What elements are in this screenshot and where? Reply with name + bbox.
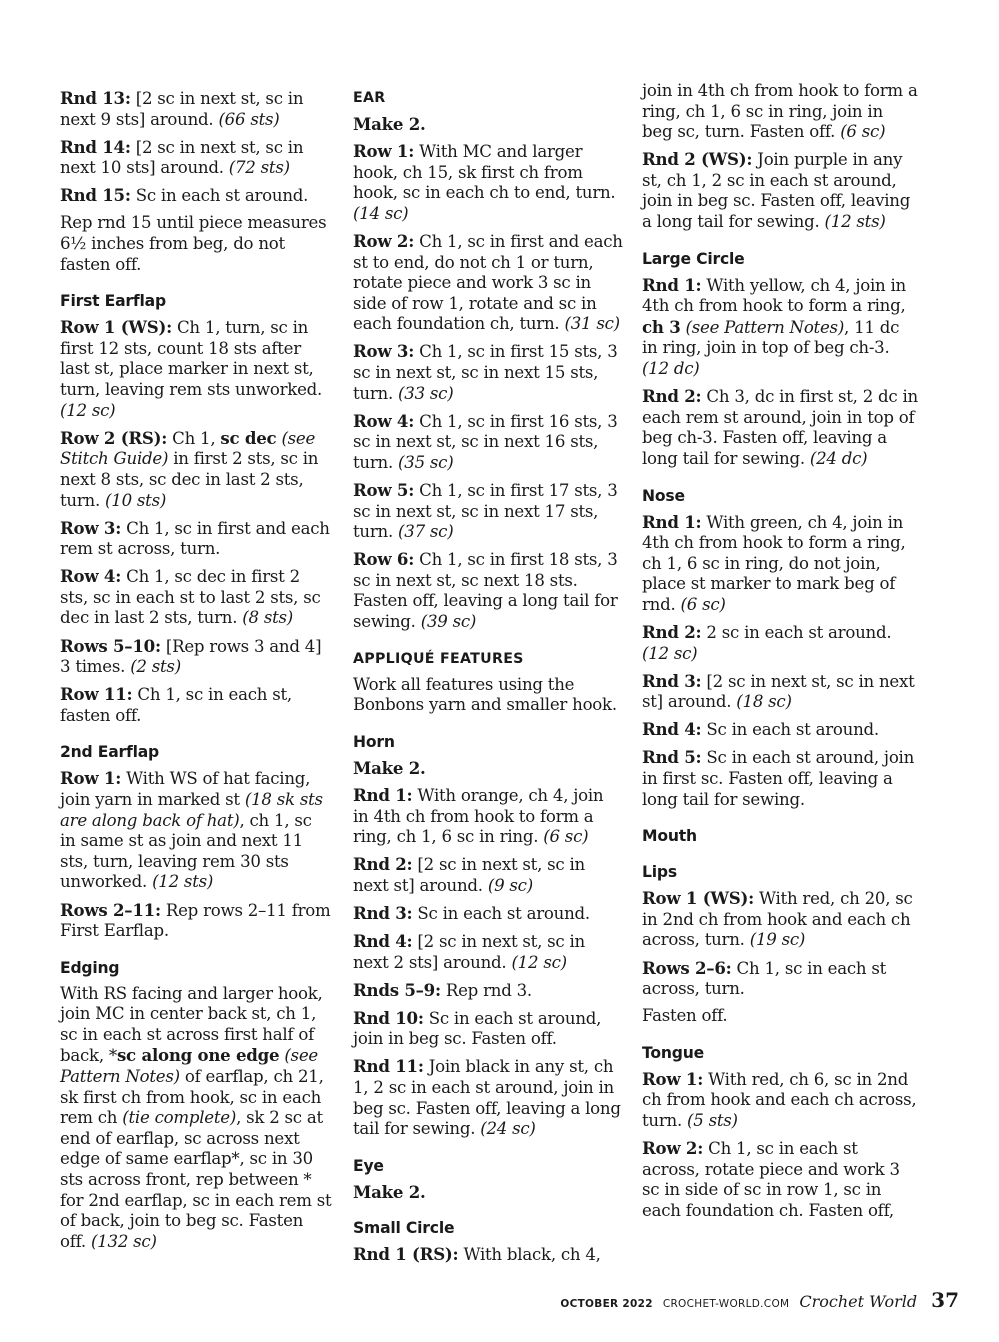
section-heading: Nose <box>642 486 685 505</box>
row-label: Rnd 2: <box>642 621 702 642</box>
instruction-paragraph <box>642 747 918 810</box>
section-heading: Eye <box>353 1156 384 1175</box>
row-label: Row 3: <box>60 517 122 538</box>
row-label: Rnd 13: <box>60 88 131 108</box>
instruction-paragraph <box>353 675 623 716</box>
instruction-text: Ch 3, dc in first st, 2 dc in each rem st around, join in top of beg ch-3. Fasten off, leaving a long tail for sewing. <box>642 387 918 468</box>
instruction-paragraph <box>353 1244 623 1266</box>
footer-issue-date: OCTOBER 2022 <box>560 1298 653 1310</box>
row-label: Row 1: <box>60 768 122 789</box>
instruction-paragraph <box>642 719 918 741</box>
stitch-count: (12 sc) <box>642 643 698 663</box>
instruction-paragraph <box>353 141 623 224</box>
instruction-paragraph <box>353 411 623 474</box>
row-label: Rows 2–11: <box>60 899 161 920</box>
row-label: Rnd 3: <box>642 670 702 691</box>
section-heading: Horn <box>353 732 395 751</box>
instruction-paragraph <box>60 213 332 275</box>
instruction-text: in first 2 sts, sc in next 8 sts, sc dec in last 2 sts, turn. <box>60 449 319 510</box>
stitch-count: (see Pattern Notes) <box>60 1046 318 1087</box>
instruction-paragraph <box>353 341 623 404</box>
instruction-text: Join purple in any st, ch 1, 2 sc in each st around, join in beg sc. Fasten off, leaving a long tail for sewing. <box>642 150 911 232</box>
make-count: Make 2. <box>353 114 426 134</box>
stitch-count: (31 sc) <box>564 314 620 334</box>
instruction-text: , 11 dc in ring, join in top of beg ch-3. <box>642 317 900 358</box>
stitch-count: (9 sc) <box>487 875 533 895</box>
row-label: Rnd 3: <box>353 902 413 923</box>
row-label: Rows 2–6: <box>642 957 732 978</box>
instruction-text: Ch 1, <box>167 428 221 448</box>
instruction-paragraph <box>60 88 332 130</box>
row-label: Row 4: <box>60 566 122 587</box>
instruction-text: Sc in each st around. <box>701 720 879 740</box>
row-label: sc dec <box>220 427 277 448</box>
instruction-text: Sc in each st around, join in first sc. Fasten off, leaving a long tail for sewing. <box>642 748 915 809</box>
instruction-text: Ch 1, sc in each st across, rotate piece and work 3 sc in side of sc in row 1, sc in each foundation ch. Fasten off, <box>642 1139 900 1220</box>
stitch-count: (12 sts) <box>824 212 886 232</box>
stitch-count: (35 sc) <box>398 452 454 472</box>
row-label: ch 3 <box>642 316 681 337</box>
instruction-text: of earflap, ch 21, sk first ch from hook, sc in each rem ch <box>60 1067 324 1128</box>
stitch-count: (6 sc) <box>543 827 589 847</box>
instruction-text: [2 sc in next st, sc in next 2 sts] around. <box>353 932 585 972</box>
instruction-text: Rep rows 2–11 from First Earflap. <box>60 900 331 941</box>
instruction-text: With red, ch 20, sc in 2nd ch from hook and each ch across, turn. <box>642 889 913 950</box>
instruction-text: , sk 2 sc at end of earflap, sc across next edge of same earflap*, sc in 30 sts across front, rep between * for 2nd earflap, sc in each rem st of back, join to beg sc. Fasten off. <box>60 1108 332 1251</box>
instruction-text: Ch 1, sc in first and each rem st across, turn. <box>60 518 330 559</box>
section-heading: First Earflap <box>60 292 166 311</box>
stitch-count: (tie complete) <box>122 1108 237 1128</box>
row-label: Row 5: <box>353 480 415 500</box>
stitch-count: (12 dc) <box>642 359 700 379</box>
row-label: Rnds 5–9: <box>353 979 441 1000</box>
instruction-text: [Rep rows 3 and 4] 3 times. <box>60 636 322 677</box>
instruction-paragraph <box>642 888 918 951</box>
instruction-text: With yellow, ch 4, join in 4th ch from hook to form a ring, <box>642 275 906 316</box>
row-label: Row 1: <box>642 1068 704 1089</box>
stitch-count: (12 sts) <box>152 872 214 892</box>
instruction-paragraph <box>642 622 918 664</box>
instruction-paragraph <box>353 980 623 1002</box>
instruction-text: [2 sc in next st, sc in next 10 sts] around. <box>60 137 304 178</box>
section-heading: Large Circle <box>642 249 745 268</box>
instruction-paragraph <box>60 684 332 726</box>
row-label: Rnd 4: <box>642 719 702 740</box>
row-label: Row 3: <box>353 341 415 362</box>
instruction-paragraph <box>642 81 918 143</box>
instruction-text: 2 sc in each st around. <box>701 622 892 642</box>
stitch-count: (10 sts) <box>105 490 167 510</box>
instruction-paragraph <box>642 1069 918 1132</box>
row-label: Rnd 4: <box>353 931 413 951</box>
instruction-text: With RS facing and larger hook, join MC in center back st, ch 1, sc in each st across first half of back, * <box>60 983 323 1066</box>
stitch-count: (14 sc) <box>353 203 409 223</box>
section-heading: EAR <box>353 90 386 106</box>
row-label: Rnd 1 (RS): <box>353 1244 459 1265</box>
instruction-text: [2 sc in next st, sc in next st] around. <box>353 855 585 895</box>
instruction-paragraph <box>60 518 332 560</box>
footer-website: CROCHET-WORLD.COM <box>662 1298 790 1310</box>
row-label: sc along one edge <box>116 1045 280 1066</box>
row-label: Rnd 1: <box>353 784 413 805</box>
row-label: Row 1 (WS): <box>60 317 172 338</box>
instruction-text: Fasten off. <box>642 1006 728 1026</box>
instruction-text: Sc in each st around. <box>412 903 590 923</box>
instruction-text: Ch 1, sc in first and each st to end, do not ch 1 or turn, rotate piece and work 3 sc in side of row 1, rotate and sc in each foundation ch, turn. <box>353 231 623 334</box>
instruction-text: Ch 1, sc in first 16 sts, 3 sc in next st, sc in next 16 sts, turn. <box>353 411 618 472</box>
instruction-text: Join black in any st, ch 1, 2 sc in each st around, join in beg sc. Fasten off, leaving a long tail for sewing. <box>353 1057 621 1139</box>
stitch-count: (18 sc) <box>736 692 792 712</box>
instruction-paragraph <box>60 185 332 207</box>
instruction-text: , ch 1, sc in same st as join and next 11 sts, turn, leaving rem 30 sts unworked. <box>60 810 312 892</box>
instruction-paragraph <box>642 958 918 1000</box>
row-label: Row 2: <box>353 230 415 251</box>
instruction-text: Sc in each st around. <box>130 186 309 206</box>
stitch-count: (6 sc) <box>680 594 726 614</box>
footer-magazine-name: Crochet World <box>799 1292 918 1311</box>
instruction-paragraph <box>353 231 623 335</box>
instruction-text: join in 4th ch from hook to form a ring, ch 1, 6 sc in ring, join in beg sc, turn. Fasten off. <box>642 81 918 142</box>
instruction-paragraph <box>642 1138 918 1221</box>
stitch-count: (18 sk sts are along back of hat) <box>60 790 323 830</box>
instruction-text: With WS of hat facing, join yarn in marked st <box>60 769 311 810</box>
make-count: Make 2. <box>353 1181 426 1202</box>
stitch-count: (12 sc) <box>60 400 116 420</box>
stitch-count: (12 sc) <box>511 952 567 972</box>
instruction-paragraph <box>642 149 918 232</box>
instruction-text: With MC and larger hook, ch 15, sk first ch from hook, sc in each ch to end, turn. <box>353 142 616 203</box>
stitch-count: (37 sc) <box>398 522 454 542</box>
column-1 <box>60 88 332 1259</box>
instruction-paragraph <box>642 671 918 713</box>
instruction-text: Ch 1, sc dec in first 2 sts, sc in each st to last 2 sts, sc dec in last 2 sts, turn. <box>60 567 321 628</box>
stitch-count: (72 sts) <box>228 158 290 178</box>
instruction-paragraph <box>642 275 918 380</box>
row-label: Row 1 (WS): <box>642 888 754 909</box>
section-heading: 2nd Earflap <box>60 743 160 762</box>
instruction-text: Ch 1, turn, sc in first 12 sts, count 18 sts after last st, place marker in next st, turn, leaving rem sts unworked. <box>60 318 323 400</box>
instruction-paragraph <box>353 1056 623 1139</box>
instruction-paragraph <box>353 785 623 848</box>
instruction-paragraph <box>60 317 332 421</box>
row-label: Row 2: <box>642 1138 704 1159</box>
row-label: Row 6: <box>353 549 415 570</box>
section-heading: Tongue <box>642 1043 705 1062</box>
instruction-paragraph <box>60 137 332 179</box>
row-label: Rnd 15: <box>60 185 131 206</box>
row-label: Row 1: <box>353 141 415 162</box>
instruction-paragraph <box>642 386 918 469</box>
section-heading: Edging <box>60 958 120 977</box>
stitch-count: (see Pattern Notes) <box>685 317 845 337</box>
page-footer <box>560 1288 959 1312</box>
instruction-paragraph <box>353 480 623 543</box>
instruction-text: Rep rnd 15 until piece measures 6½ inches from beg, do not fasten off. <box>60 213 327 274</box>
stitch-count: (6 sc) <box>840 122 886 142</box>
row-label: Rows 5–10: <box>60 635 161 656</box>
page-number: 37 <box>931 1288 959 1312</box>
instruction-text: Ch 1, sc in first 18 sts, 3 sc in next st, sc next 18 sts. Fasten off, leaving a long tail for sewing. <box>353 550 618 632</box>
section-heading: Lips <box>642 863 677 882</box>
column-2 <box>353 88 623 1273</box>
instruction-text: Ch 1, sc in each st across, turn. <box>642 958 887 999</box>
section-heading: APPLIQUÉ FEATURES <box>353 650 524 667</box>
instruction-paragraph <box>60 428 332 511</box>
row-label: Rnd 1: <box>642 511 702 532</box>
instruction-paragraph <box>353 549 623 632</box>
instruction-paragraph <box>353 1008 623 1050</box>
instruction-text: With green, ch 4, join in 4th ch from hook to form a ring, ch 1, 6 sc in ring, do not join, place st marker to mark beg of rnd. <box>642 512 906 614</box>
row-label: Rnd 2 (WS): <box>642 149 753 170</box>
stitch-count: (2 sts) <box>130 657 181 677</box>
stitch-count: (132 sc) <box>90 1231 157 1251</box>
row-label: Rnd 2: <box>353 854 413 875</box>
row-label: Row 4: <box>353 410 415 431</box>
column-3 <box>642 81 918 1228</box>
row-label: Rnd 2: <box>642 386 702 407</box>
instruction-paragraph <box>60 636 332 678</box>
section-heading: Mouth <box>642 827 697 846</box>
instruction-text: Rep rnd 3. <box>440 980 532 1000</box>
instruction-text: With orange, ch 4, join in 4th ch from hook to form a ring, ch 1, 6 sc in ring. <box>353 785 604 847</box>
instruction-text: With black, ch 4, <box>458 1245 601 1265</box>
instruction-paragraph <box>353 931 623 973</box>
row-label: Rnd 1: <box>642 274 702 295</box>
row-label: Rnd 14: <box>60 136 131 157</box>
stitch-count: (24 sc) <box>480 1119 536 1139</box>
stitch-count: (19 sc) <box>749 930 806 950</box>
instruction-text: Work all features using the Bonbons yarn and smaller hook. <box>353 674 617 715</box>
row-label: Rnd 10: <box>353 1007 424 1028</box>
make-count: Make 2. <box>353 757 426 778</box>
stitch-count: (66 sts) <box>218 109 280 129</box>
instruction-text: Sc in each st around, join in beg sc. Fasten off. <box>353 1008 602 1049</box>
instruction-text: [2 sc in next st, sc in next st] around. <box>642 671 915 712</box>
stitch-count: (see Stitch Guide) <box>60 428 316 469</box>
row-label: Row 11: <box>60 684 133 705</box>
instruction-paragraph <box>642 512 918 616</box>
instruction-paragraph <box>353 854 623 896</box>
instruction-text: Ch 1, sc in each st, fasten off. <box>60 685 292 725</box>
row-label: Rnd 11: <box>353 1056 424 1077</box>
instruction-text: With red, ch 6, sc in 2nd ch from hook and each ch across, turn. <box>642 1069 917 1130</box>
row-label: Rnd 5: <box>642 747 702 768</box>
stitch-count: (33 sc) <box>398 383 454 403</box>
stitch-count: (8 sts) <box>242 608 294 628</box>
instruction-paragraph <box>60 900 332 942</box>
row-label: Row 2 (RS): <box>60 427 168 448</box>
section-heading: Small Circle <box>353 1219 455 1238</box>
stitch-count: (39 sc) <box>420 612 477 632</box>
stitch-count: (5 sts) <box>687 1110 738 1130</box>
instruction-text: Ch 1, sc in first 15 sts, 3 sc in next st, sc in next 15 sts, turn. <box>353 342 618 403</box>
instruction-text: [2 sc in next st, sc in next 9 sts] around. <box>60 89 304 129</box>
instruction-paragraph <box>60 566 332 629</box>
instruction-text: Ch 1, sc in first 17 sts, 3 sc in next st, sc in next 17 sts, turn. <box>353 481 618 542</box>
instruction-paragraph <box>642 1006 918 1027</box>
stitch-count: (24 dc) <box>809 448 868 468</box>
instruction-paragraph <box>60 768 332 893</box>
instruction-paragraph <box>60 984 332 1253</box>
instruction-paragraph <box>353 903 623 925</box>
